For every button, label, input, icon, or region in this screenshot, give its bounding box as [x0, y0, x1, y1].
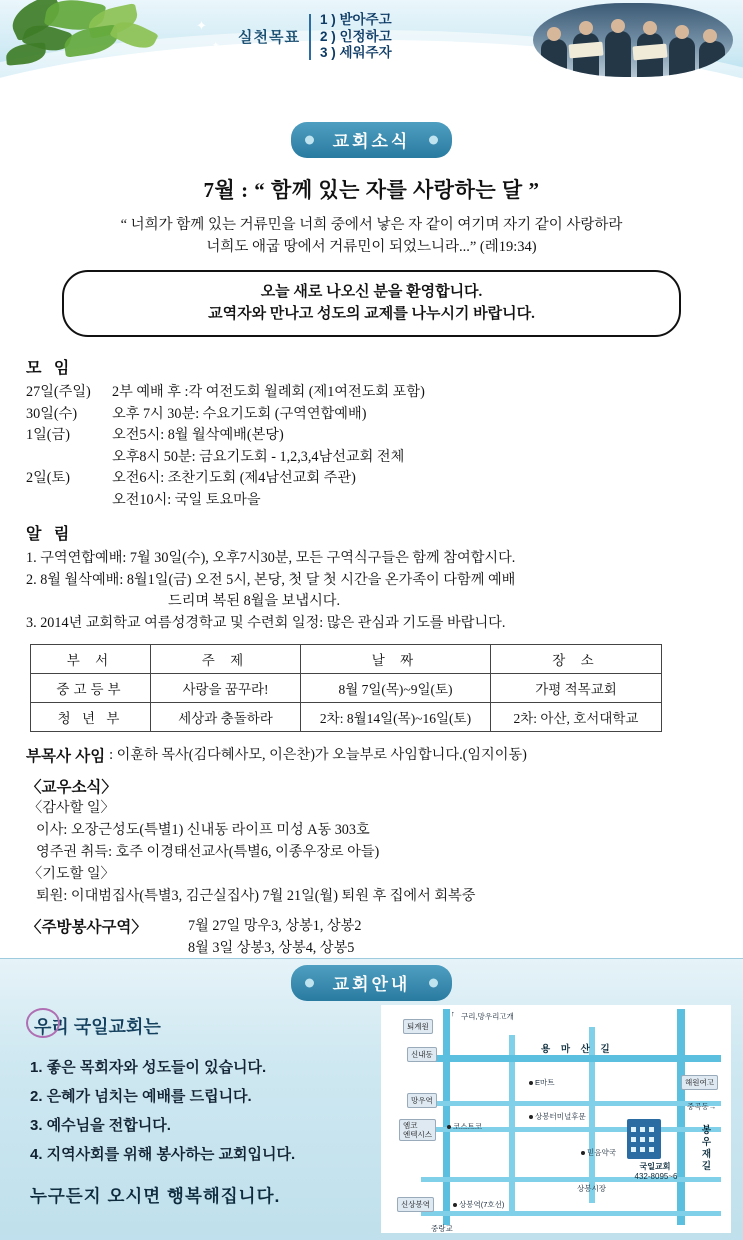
goal-item: 2 ) 인정하고: [319, 28, 392, 44]
meeting-item: [26, 468, 717, 490]
meeting-label: [26, 447, 112, 469]
thanks-item: 이사: 오장근성도(특별1) 신내동 라이프 미성 A동 303호: [36, 822, 370, 838]
map-arrow-guri: ↑: [451, 1009, 455, 1018]
prayer-heading: 〈기도할 일〉: [28, 866, 115, 882]
table-row: [31, 703, 662, 732]
map-road-horizontal-2: [421, 1101, 721, 1106]
welcome-line-1: 오늘 새로 나오신 분을 환영합니다.: [260, 284, 483, 300]
map-label-mangudong: 망우역: [407, 1093, 437, 1108]
notices-heading: 알 림: [26, 526, 74, 543]
meeting-item: [26, 490, 717, 512]
map-label-sinnaedong: 신내동: [407, 1047, 437, 1062]
map-road-label-bongujae: 봉 우 재 길: [701, 1125, 712, 1172]
top-banner: [0, 0, 743, 118]
cell-date: 8월 7일(목)~9일(토): [301, 674, 491, 703]
map-church-phone: 432-8095~6: [634, 1172, 678, 1181]
intro-item: 3. 예수님을 전합니다.: [30, 1117, 171, 1134]
map-label-guri: 구리,망우리고개: [461, 1012, 514, 1021]
church-intro-list: [30, 1053, 380, 1169]
map-dot-sangbong-station: [453, 1203, 457, 1207]
map-dot-costco: [447, 1125, 451, 1129]
cell-date: 2차: 8월14일(목)~16일(토): [301, 703, 491, 732]
notice-item: 1. 구역연합예배: 7월 30일(수), 오후7시30분, 모든 구역식구들은 함께 참여합시다.: [26, 550, 516, 566]
cell-theme: 사랑을 꿈꾸라!: [151, 674, 301, 703]
church-intro-title-text: 우리 국일교회는: [34, 1017, 161, 1037]
meeting-label: 2일(토): [26, 470, 70, 486]
cell-department: 중고등부: [31, 674, 151, 703]
map-label-jungnanggyo: 중랑교: [431, 1224, 453, 1233]
map-label-costco: 코스트코: [453, 1122, 482, 1131]
table-header-department: 부 서: [31, 645, 151, 674]
map-label-pharmacy: 믿음약국: [587, 1148, 616, 1157]
practice-goal-label: 실천목표: [238, 29, 300, 47]
church-intro-title: [30, 1013, 380, 1039]
resignation-row: [26, 744, 717, 766]
meeting-text: 오전6시: 조찬기도회 (제4남선교회 주관): [112, 470, 356, 486]
map-dot-terminal: [529, 1115, 533, 1119]
kitchen-line: 8월 3일 상봉3, 상봉4, 상봉5: [188, 940, 355, 956]
goal-item: 1 ) 받아주고: [319, 12, 392, 27]
notice-item: 2. 8월 월삭예배: 8월1일(금) 오전 5시, 본당, 첫 달 첫 시간을 온가족이 다함께 예배: [26, 571, 516, 588]
table-row: [31, 674, 662, 703]
map-dot-emart: [529, 1081, 533, 1085]
scripture-verse: [26, 214, 717, 258]
meeting-text: 오전5시: 8월 월삭예배(본당): [112, 427, 284, 443]
fellowship-heading: 〈교우소식〉: [26, 779, 117, 796]
resignation-label: 부목사 사임: [26, 748, 106, 765]
map-label-junggokdong: 중곡동→: [687, 1102, 717, 1111]
kitchen-line: 7월 27일 망우3, 상봉1, 상봉2: [188, 918, 362, 934]
map-label-emco: 엠코 엔텍시스: [399, 1119, 436, 1141]
meeting-item: [26, 382, 717, 404]
meeting-label: [26, 490, 112, 512]
map-label-toegyewon: 퇴계원: [403, 1019, 433, 1034]
welcome-box: [62, 270, 681, 337]
welcome-line-2: 교역자와 만나고 성도의 교제를 나누시기 바랍니다.: [208, 306, 535, 322]
meeting-label: 1일(금): [26, 427, 70, 443]
thanks-item: 영주권 취득: 호주 이경태선교사(특별6, 이종우장로 아들): [36, 844, 380, 860]
cell-place: 가평 적목교회: [491, 674, 662, 703]
table-header-theme: 주 제: [151, 645, 301, 674]
meeting-label: 27일(주일): [26, 384, 91, 400]
meeting-text: 오전10시: 국일 토요마을: [112, 491, 261, 508]
leaf-decoration: [0, 0, 210, 80]
main-content: [0, 174, 743, 959]
meeting-item: [26, 404, 717, 426]
kitchen-service-row: [26, 915, 717, 959]
map-label-market: 상봉시장: [577, 1184, 606, 1193]
practice-goal-block: [238, 12, 392, 62]
map-church-name: 국일교회: [639, 1162, 671, 1171]
church-intro-footer: 누구든지 오시면 행복해집니다.: [30, 1186, 281, 1206]
map-label-terminal: 상봉터미널후문: [535, 1112, 586, 1121]
map-label-sangbong-station: 상봉역(7호선): [459, 1200, 505, 1209]
summer-camp-table: [30, 644, 662, 732]
thanks-heading: 〈감사할 일〉: [28, 800, 115, 816]
map-road-vertical-left: [443, 1009, 450, 1225]
map-road-vertical-right: [677, 1009, 685, 1225]
map-label-haewon: 해원여고: [681, 1075, 718, 1090]
meeting-text: 오후8시 50분: 금요기도회 - 1,2,3,4남선교회 전체: [112, 448, 405, 465]
church-guide-pill-label: 교회안내: [291, 965, 453, 1001]
congregation-photo: [533, 3, 733, 77]
intro-item: 4. 지역사회를 위해 봉사하는 교회입니다.: [30, 1146, 296, 1163]
cell-theme: 세상과 충돌하라: [151, 703, 301, 732]
meeting-item: [26, 425, 717, 447]
location-map: [381, 1005, 731, 1233]
notice-item-cont: 드리며 복된 8월을 보냅시다.: [168, 593, 341, 609]
map-dot-pharmacy: [581, 1151, 585, 1155]
map-label-emart: E마트: [535, 1078, 555, 1087]
oval-highlight-icon: [26, 1008, 60, 1038]
church-guide-header: [0, 959, 743, 1001]
sparkle-icon: ✦: [212, 40, 220, 50]
kitchen-service-lines: [188, 915, 362, 959]
map-road-yongmasan: [421, 1055, 721, 1062]
cell-department: 청 년 부: [31, 703, 151, 732]
meeting-text: 오후 7시 30분: 수요기도회 (구역연합예배): [112, 405, 367, 422]
meetings-list: [26, 382, 717, 511]
kitchen-service-label: 〈주방봉사구역〉: [26, 919, 147, 936]
meeting-label: 30일(수): [26, 405, 78, 422]
resignation-text: : 이훈하 목사(김다혜사모, 이은찬)가 오늘부로 사임합니다.(임지이동): [109, 747, 527, 763]
practice-goal-list: [320, 12, 392, 62]
map-road-vertical-mid: [509, 1035, 515, 1215]
church-news-header: [0, 122, 743, 158]
prayer-item: 퇴원: 이대범집사(특별3, 김근실집사) 7월 21일(월) 퇴원 후 집에서 회복중: [36, 888, 476, 904]
table-header-date: 날 짜: [301, 645, 491, 674]
intro-item: 1. 좋은 목회자와 성도들이 있습니다.: [30, 1059, 267, 1076]
sparkle-icon: ✦: [196, 18, 207, 33]
intro-item: 2. 은혜가 넘치는 예배를 드립니다.: [30, 1088, 252, 1105]
verse-line-1: “ 너희가 함께 있는 거류민을 너희 중에서 낳은 자 같이 여기며 자기 같이 사랑하라: [120, 217, 623, 233]
table-header-place: 장 소: [491, 645, 662, 674]
notice-item: 3. 2014년 교회학교 여름성경학교 및 수련회 일정: 많은 관심과 기도를 바랍니다.: [26, 614, 506, 631]
map-road-horizontal-5: [421, 1211, 721, 1216]
table-header-row: [31, 645, 662, 674]
church-guide-section: [0, 958, 743, 1240]
map-label-sinsangbong: 신상봉역: [397, 1197, 434, 1212]
notices-list: [26, 548, 717, 634]
goal-item: 3 ) 세워주자: [319, 45, 392, 60]
church-building-icon: [627, 1119, 661, 1159]
goal-divider: [309, 14, 311, 60]
cell-place: 2차: 아산, 호서대학교: [491, 703, 662, 732]
meeting-text: 2부 예배 후 :각 여전도회 월례회 (제1여전도회 포함): [112, 384, 425, 400]
church-intro-block: [30, 1013, 380, 1208]
verse-line-2: 너희도 애굽 땅에서 거류민이 되었느니라...” (레19:34): [206, 239, 537, 255]
meetings-heading: 모 임: [26, 360, 74, 377]
page-title: 7월 : “ 함께 있는 자를 사랑하는 달 ”: [203, 178, 540, 202]
map-road-label-yongmasan: 용 마 산 길: [541, 1044, 614, 1055]
sparkle-icon: ✦: [176, 48, 183, 57]
church-news-pill-label: 교회소식: [291, 122, 453, 158]
meeting-item: [26, 447, 717, 469]
